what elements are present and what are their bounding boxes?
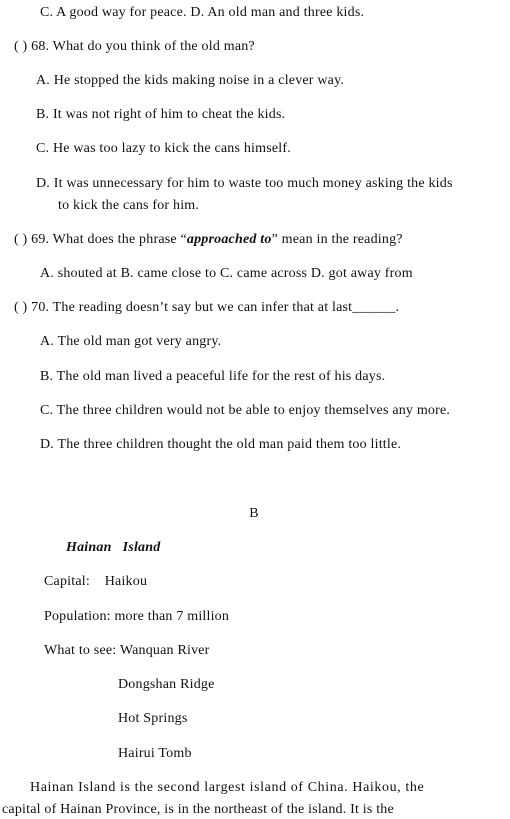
population-line: Population: more than 7 million bbox=[44, 609, 230, 624]
q69-stem bbox=[14, 231, 403, 249]
q68-option-b: B. It was not right of him to cheat the kids. bbox=[36, 107, 286, 122]
q68-option-d-line2: to kick the cans for him. bbox=[58, 198, 200, 213]
q68-option-d-line1: D. It was unnecessary for him to waste too much money asking the kids bbox=[36, 176, 453, 191]
q70-option-a: A. The old man got very angry. bbox=[40, 334, 222, 349]
what-to-see-line: What to see: Wanquan River bbox=[44, 643, 210, 658]
sight-hairui-tomb: Hairui Tomb bbox=[118, 746, 192, 761]
section-b-title: Hainan Island bbox=[66, 540, 161, 555]
q67-options-cd: C. A good way for peace. D. An old man and three kids. bbox=[40, 5, 365, 20]
q70-option-c: C. The three children would not be able to enjoy themselves any more. bbox=[40, 403, 451, 418]
q68-option-a: A. He stopped the kids making noise in a clever way. bbox=[36, 73, 345, 88]
section-b-heading: B bbox=[249, 506, 259, 521]
q70-option-b: B. The old man lived a peaceful life for the rest of his days. bbox=[40, 369, 386, 384]
q68-option-c: C. He was too lazy to kick the cans himself. bbox=[36, 141, 291, 156]
paragraph-line-1: Hainan Island is the second largest island of China. Haikou, the bbox=[30, 780, 425, 795]
sight-dongshan-ridge: Dongshan Ridge bbox=[118, 677, 215, 692]
q69-phrase: approached to bbox=[186, 232, 272, 247]
paragraph-line-2: capital of Hainan Province, is in the northeast of the island. It is the bbox=[2, 802, 394, 817]
q69-options: A. shouted at B. came close to C. came across D. got away from bbox=[40, 266, 413, 281]
q70-option-d: D. The three children thought the old man paid them too little. bbox=[40, 437, 402, 452]
sight-hot-springs: Hot Springs bbox=[118, 711, 188, 726]
q69-stem-pre: ( ) 69. What does the phrase “ bbox=[14, 232, 187, 247]
q68-stem: ( ) 68. What do you think of the old man? bbox=[14, 39, 255, 54]
capital-line: Capital: Haikou bbox=[44, 574, 148, 589]
q70-stem: ( ) 70. The reading doesn’t say but we can infer that at last______. bbox=[14, 300, 400, 315]
q69-stem-post: ” mean in the reading? bbox=[271, 232, 403, 247]
